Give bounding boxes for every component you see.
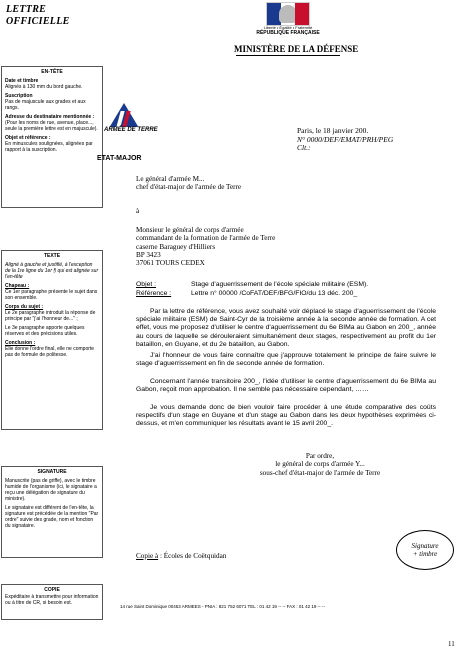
sidebar-texte-box bbox=[1, 250, 103, 430]
sidebar-date-text: Alignés à 130 mm du bord gauche. bbox=[5, 84, 83, 90]
objet-value: Stage d'aguerrissement de l'école spéciale militaire (ESM). bbox=[191, 281, 369, 288]
closing-function: sous-chef d'état-major de l'armée de Terre bbox=[259, 468, 381, 477]
sidebar-corps-text1: Le 2e paragraphe introduit la réponse de principe par "j'ai l'honneur de..." ; bbox=[5, 310, 96, 322]
recipient-line-2: commandant de la formation de l'armée de Terre bbox=[136, 234, 276, 243]
page-number: 11 bbox=[448, 640, 455, 648]
sidebar-corps-label: Corps du sujet : bbox=[5, 304, 44, 310]
place-date: Paris, le 18 janvier 200. bbox=[297, 126, 369, 135]
footer-address: 14 rue Saint Dominique 00453 ARMEES - PNIA : 821 752 6071 TEL : 01 42 19 -- -- FAX : 01 42 19 -- -- bbox=[120, 604, 325, 609]
a-line: à bbox=[136, 207, 140, 215]
signature-stamp-line-1: Signature bbox=[411, 542, 439, 550]
sidebar-objet-text: En minuscules soulignées, alignées par rapport à la suscription. bbox=[5, 141, 93, 153]
sidebar-texte-title: TEXTE bbox=[43, 253, 61, 259]
sidebar-entete-title: EN-TÊTE bbox=[41, 69, 63, 75]
sender-block bbox=[136, 175, 241, 192]
copie-label: Copie à bbox=[136, 552, 159, 560]
sidebar-entete-box bbox=[1, 66, 103, 208]
sidebar-copie-box bbox=[1, 584, 103, 620]
sidebar-date-label: Date et timbre bbox=[5, 78, 39, 84]
emblem-republic: RÉPUBLIQUE FRANÇAISE bbox=[256, 30, 320, 36]
logo-unit: ETAT-MAJOR bbox=[97, 155, 142, 162]
paragraph-4: Je vous demande donc de bien vouloir faire procéder à une étude comparative des coûts respectifs d'un stage en Guyane et d'un stage au Gabon dans les deux hypothèses exprimées ci-dessus, et m'en communiquer les résultats avant le 15 avril 200_. bbox=[136, 404, 436, 428]
title-line-2: OFFICIELLE bbox=[6, 16, 70, 27]
signature-stamp bbox=[396, 530, 454, 570]
reference-value: Lettre n° 00000 /CoFAT/DEF/BFG/FIO/du 13 déc. 200_ bbox=[191, 290, 358, 297]
paragraph-3: Concernant l'année transitoire 200_, l'idée d'utiliser le centre d'aguerrissement du 6e BIMa au Gabon, reçoit mon approbation. Il ne semble pas nécessaire cependant, …… bbox=[136, 378, 436, 394]
armee-de-terre-logo bbox=[104, 103, 158, 143]
sidebar-copie-text: Expéditaire à transmettre pour information ou à titre de CR, si besoin est. bbox=[5, 594, 99, 606]
title-line-1: LETTRE bbox=[6, 4, 47, 15]
classification: Clt.: bbox=[297, 143, 311, 152]
sidebar-signature-text2: Le signataire est différent de l'en-tête, la signature est précédée de la mention "Par ordre" suivie des grade, nom et fonction du signataire. bbox=[5, 505, 99, 529]
marianne-emblem bbox=[236, 2, 340, 40]
sidebar-conclusion-label: Conclusion : bbox=[5, 340, 36, 346]
recipient-line-5: 37061 TOURS CEDEX bbox=[136, 259, 205, 268]
date-block bbox=[297, 127, 393, 153]
closing-signatory: le général de corps d'armée Y... bbox=[275, 460, 365, 469]
closing-block bbox=[230, 452, 410, 477]
sidebar-texte-intro: Aligné à gauche et justifié, à l'exception de la 1re ligne du 1er § qui est alignée sur l'en-tête bbox=[5, 262, 99, 280]
recipient-line-1: Monsieur le général de corps d'armée bbox=[136, 226, 244, 234]
emblem-motto: Liberté • Égalité • Fraternité bbox=[263, 25, 313, 30]
reference-number: N° 0000/DEF/EMAT/PRH/PEG bbox=[297, 134, 394, 144]
copie-line bbox=[136, 552, 226, 560]
sidebar-chapeau-label: Chapeau : bbox=[5, 283, 30, 289]
sidebar-chapeau-text: Ce 1er paragraphe présente le sujet dans son ensemble. bbox=[5, 289, 98, 301]
recipient-block bbox=[136, 226, 275, 267]
sidebar-signature-box bbox=[1, 466, 103, 558]
sender-line-1: Le général d'armée M... bbox=[136, 175, 205, 183]
document-type-title bbox=[6, 4, 70, 28]
sidebar-suscription-label: Suscription bbox=[5, 93, 33, 99]
logo-text: ARMÉE DE TERRE bbox=[104, 127, 158, 133]
ministry-underline bbox=[236, 55, 340, 56]
sidebar-copie-title: COPIE bbox=[44, 587, 60, 593]
sidebar-corps-text2: Le 3e paragraphe apporte quelques réserves et des précisions utiles. bbox=[5, 325, 85, 337]
sidebar-conclusion-text: Elle donne l'ordre final, elle ne comporte pas de formule de politesse. bbox=[5, 346, 95, 358]
sidebar-suscription-text: Pas de majuscule aux grades et aux rangs. bbox=[5, 99, 86, 111]
sender-line-2: chef d'état-major de l'armée de Terre bbox=[136, 183, 242, 192]
ministry-name: MINISTÈRE DE LA DÉFENSE bbox=[234, 44, 359, 54]
paragraph-1: Par la lettre de référence, vous avez souhaité voir déplacé le stage d'aguerrissement de l'école spéciale militaire (ESM) de Saint-Cyr de la troisième année à la seconde année de formation. A cet effet, vous me proposez d'utiliser le centre d'aguerrissement du 6e BIMa au Gabon en 200_, année au cours de laquelle se dérouleraient simultanément deux stages, respectivement au profit du 1er bataillon, en Guyane, et du 2e bataillon, au Gabon. bbox=[136, 308, 436, 348]
sidebar-adresse-label: Adresse du destinataire mentionnée : bbox=[5, 114, 95, 120]
sidebar-objet-label: Objet et référence : bbox=[5, 135, 51, 141]
objet-label: Objet : bbox=[136, 281, 157, 288]
recipient-line-3: caserne Baraguey d'Hilliers bbox=[136, 242, 216, 251]
signature-stamp-line-2: + timbre bbox=[412, 550, 438, 558]
sidebar-adresse-text: (Pour les noms de rue, avenue, place..., seule la première lettre est en majuscule). bbox=[5, 120, 98, 132]
subject-block bbox=[136, 280, 368, 298]
sidebar-signature-text1: Manuscrite (pas de griffe), avec le timbre humide de l'organisme (ici, le signataire a reçu une délégation de signature du ministre). bbox=[5, 478, 97, 502]
recipient-line-4: BP 3423 bbox=[136, 250, 161, 259]
reference-label: Référence : bbox=[136, 290, 172, 297]
flag-icon bbox=[266, 2, 310, 26]
closing-par-ordre: Par ordre, bbox=[305, 452, 335, 460]
paragraph-2: J'ai l'honneur de vous faire connaître que j'approuve totalement le principe de faire suivre le stage d'aguerrissement en fin de seconde année de formation. bbox=[136, 352, 436, 368]
copie-value: : Écoles de Coëtquidan bbox=[159, 552, 227, 560]
sidebar-signature-title: SIGNATURE bbox=[37, 469, 67, 475]
